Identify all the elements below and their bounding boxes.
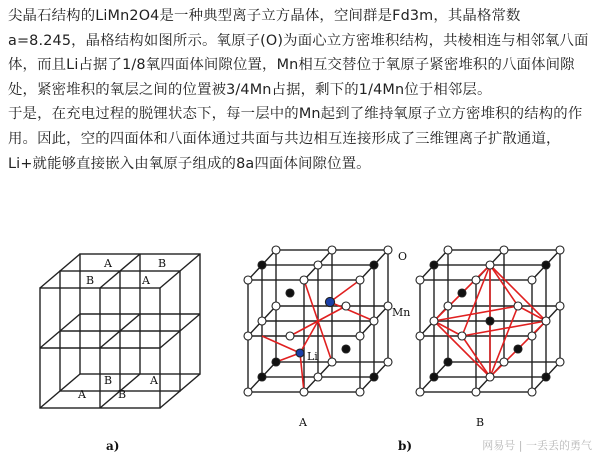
label-b-bottom-1: B: [104, 374, 113, 387]
label-a-bottom-1: A: [150, 374, 158, 387]
label-b-top-1: B: [158, 257, 167, 270]
panel-a-cube-grid: [40, 254, 200, 408]
label-o: O: [398, 250, 408, 263]
label-a-top-1: A: [104, 257, 112, 270]
watermark: 网易号 | 一丢丢的勇气: [482, 439, 592, 452]
paragraph-1: 尖晶石结构的LiMn2O4是一种典型离子立方晶体，空间群是Fd3m，其晶格常数a=8.245，晶格结构如图所示。氧原子(O)为面心立方密堆积结构，共棱相连与相邻氧八面体，而且Li占据了1/8氧四面体间隙位置，Mn相互交替位于氧原子紧密堆积的八面体间隙处，紧密堆积的氧层之间的位置被3/4Mn占据，剩下的1/4Mn位于相邻层。: [8, 8, 589, 98]
panel-b-A-labels: [298, 250, 410, 429]
caption-b: b): [398, 439, 413, 453]
paragraph-2: 于是，在充电过程的脱锂状态下，每一层中的Mn起到了维持氧原子立方密堆积的结构的作用。因此，空的四面体和八面体通过共面与共边相互连接形成了三维锂离子扩散通道，Li+就能够直接嵌入由氧原子组成的8a四面体间隙位置。: [8, 106, 583, 172]
sub-label-b: B: [476, 416, 485, 429]
sub-label-a: A: [299, 416, 307, 429]
label-b-top-2: B: [86, 274, 95, 287]
label-li: Li: [307, 350, 318, 363]
caption-a: a): [106, 439, 120, 453]
label-mn: Mn: [392, 306, 411, 319]
label-b-bottom-2: B: [118, 388, 127, 401]
label-a-bottom-2: A: [78, 388, 86, 401]
article-text: [8, 4, 594, 176]
crystal-structure-figure: [0, 236, 600, 461]
label-a-top-2: A: [142, 274, 150, 287]
